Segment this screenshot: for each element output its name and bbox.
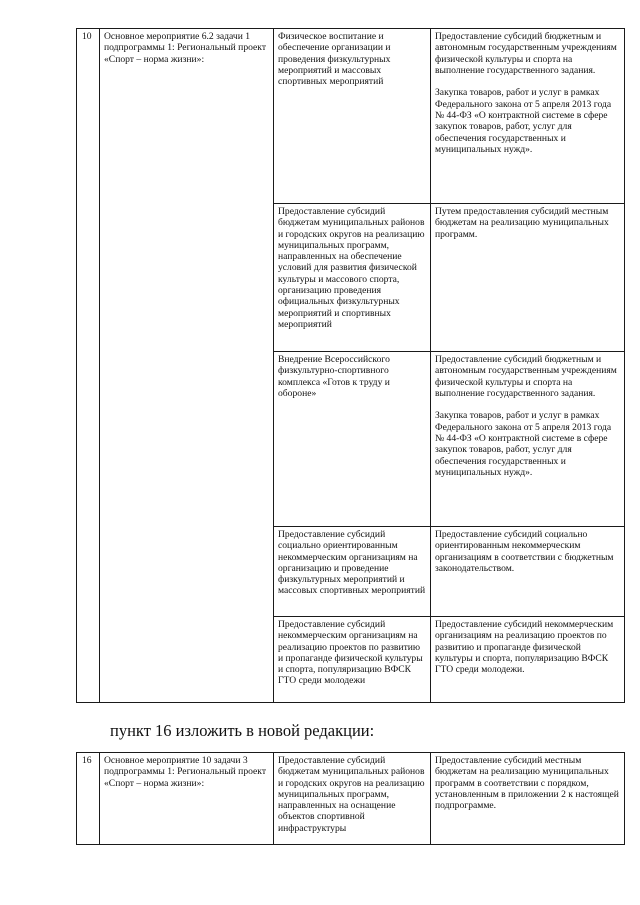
amendment-note: пункт 16 изложить в новой редакции:: [110, 721, 375, 740]
table-row: [77, 29, 625, 204]
main-event-cell: Основное мероприятие 10 задачи 3 подпрограммы 1: Региональный проект «Спорт – норма жизни»:: [100, 753, 274, 845]
direction-cell: Внедрение Всероссийского физкультурно-спортивного комплекса «Готов к труду и обороне»: [274, 352, 431, 527]
direction-cell: Предоставление субсидий некоммерческим организациям на реализацию проектов по развитию и пропаганде физической культуры и спорта, популяризацию ВФСК ГТО среди молодежи: [274, 617, 431, 703]
row-number-cell: 10: [77, 29, 100, 703]
measures-table-row-10: [76, 28, 625, 703]
table-row: [77, 753, 625, 845]
mechanism-cell: Предоставление субсидий некоммерческим организациям на реализацию проектов по развитию и пропаганде физической культуры и спорта, популяризацию ВФСК ГТО среди молодежи.: [431, 617, 625, 703]
mechanism-cell: Путем предоставления субсидий местным бюджетам на реализацию муниципальных программ.: [431, 204, 625, 352]
direction-cell: Предоставление субсидий бюджетам муниципальных районов и городских округов на реализацию муниципальных программ, направленных на обеспечение условий для развития физической культуры и массового спорта, организацию проведения официальных физкультурных мероприятий и спортивных мероприятий: [274, 204, 431, 352]
mechanism-cell: Предоставление субсидий местным бюджетам на реализацию муниципальных программ в соответствии с порядком, установленным в приложении 2 к настоящей подпрограмме.: [431, 753, 625, 845]
row-number-cell: 16: [77, 753, 100, 845]
direction-cell: Предоставление субсидий социально ориентированным некоммерческим организациям на организацию и проведение физкультурных мероприятий и массовых спортивных мероприятий: [274, 527, 431, 617]
mechanism-cell: Предоставление субсидий бюджетным и автономным государственным учреждениям физической культуры и спорта на выполнение государственного задания. Закупка товаров, работ и услуг в рамках Федерального закона от 5 апреля 2013 года № 44-ФЗ «О контрактной системе в сфере закупок товаров, работ, услуг для обеспечения государственных и муниципальных нужд».: [431, 352, 625, 527]
mechanism-cell: Предоставление субсидий бюджетным и автономным государственным учреждениям физической культуры и спорта на выполнение государственного задания. Закупка товаров, работ и услуг в рамках Федерального закона от 5 апреля 2013 года № 44-ФЗ «О контрактной системе в сфере закупок товаров, работ, услуг для обеспечения государственных и муниципальных нужд».: [431, 29, 625, 204]
mechanism-cell: Предоставление субсидий социально ориентированным некоммерческим организациям в соответствии с бюджетным законодательством.: [431, 527, 625, 617]
main-event-cell: Основное мероприятие 6.2 задачи 1 подпрограммы 1: Региональный проект «Спорт – норма жизни»:: [100, 29, 274, 703]
measures-table-row-16: [76, 752, 625, 845]
direction-cell: Физическое воспитание и обеспечение организации и проведения физкультурных мероприятий и массовых спортивных мероприятий: [274, 29, 431, 204]
direction-cell: Предоставление субсидий бюджетам муниципальных районов и городских округов на реализацию муниципальных программ, направленных на оснащение объектов спортивной инфраструктуры: [274, 753, 431, 845]
